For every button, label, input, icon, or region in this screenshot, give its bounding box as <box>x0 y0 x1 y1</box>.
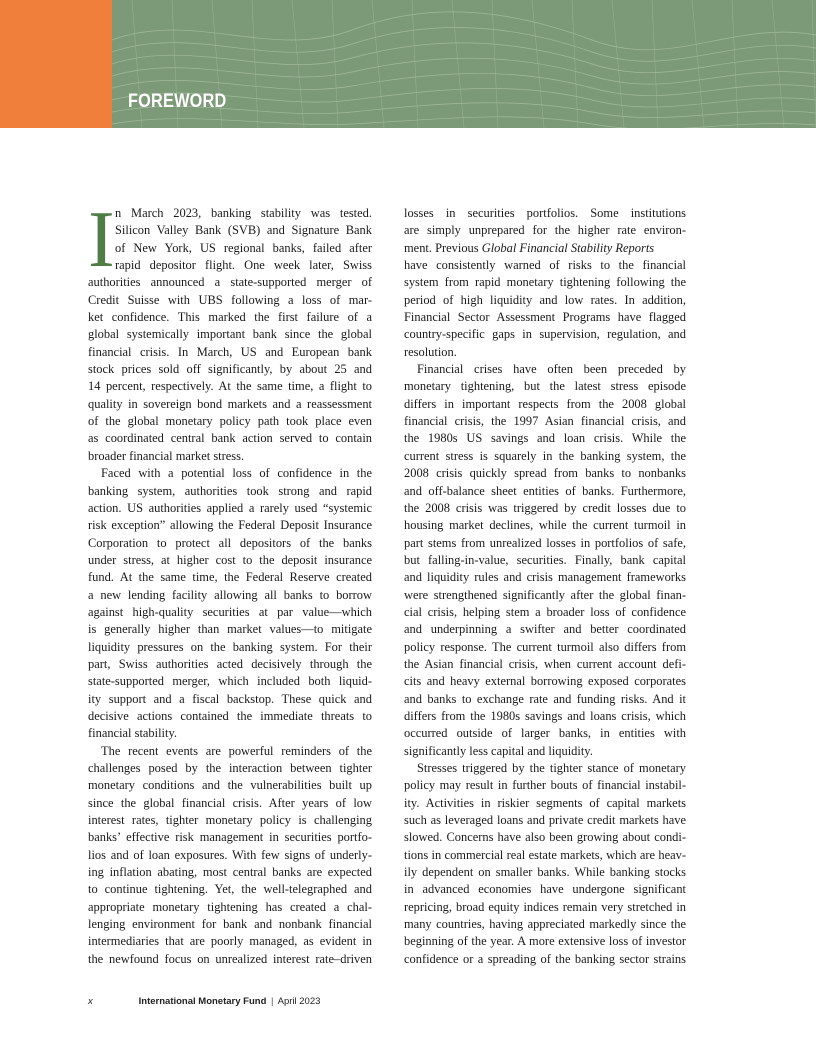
text-line: state-supported merger, which included both liquid- <box>88 674 372 689</box>
text-line: the newfound focus on unrealized interest rate–driven <box>88 951 372 966</box>
text-line: quality in sovereign bond markets and a reassessment <box>88 396 372 411</box>
text-line: the 2008 crisis was triggered by credit losses due to <box>404 500 686 515</box>
text-line: part stems from unrealized losses in portfolios of safe, <box>404 535 686 550</box>
text-line: under stress, at higher cost to the deposit insurance <box>88 552 372 567</box>
text-line: policy response. The current turmoil also differs from <box>404 639 686 654</box>
text-line: in advanced economies have undergone significant <box>404 882 686 897</box>
text-line: broader financial market stress. <box>88 448 245 463</box>
text-line: the Asian financial crisis, when current account defi- <box>404 656 686 671</box>
text-line: lenging environment for bank and nonbank financial <box>88 917 372 932</box>
text-line: and liquidity rules and crisis management frameworks <box>404 570 686 585</box>
text-line: Stresses triggered by the tighter stance of monetary <box>417 761 686 775</box>
text-line: slowed. Concerns have also been growing about condi- <box>404 830 686 845</box>
text-line: housing market declines, while the current turmoil in <box>404 518 686 533</box>
page-footer <box>88 996 320 1007</box>
text-line: ity. Activities in riskier segments of capital markets <box>404 795 686 810</box>
header-band <box>0 0 816 128</box>
text-line: Credit Suisse with UBS following a loss of mar- <box>88 292 372 307</box>
text-line: monetary conditions and the vulnerabilities built up <box>88 778 372 793</box>
text-line: are simply unprepared for the higher rate environ- <box>404 223 686 238</box>
text-line: of New York, US regional banks, failed after <box>115 240 372 255</box>
text-line: current stress is squarely in the banking system, the <box>404 448 686 463</box>
text-line: Faced with a potential loss of confidence in the <box>101 466 372 481</box>
text-line: stock prices sold off significantly, by about 25 and <box>88 362 372 377</box>
text-line: liquidity pressures on the banking system. For their <box>88 639 372 654</box>
text-line: interest rates, tighter monetary policy is challenging <box>88 813 372 828</box>
text-line: occurred outside of larger banks, in entities with <box>404 726 686 741</box>
text-line: of the global monetary policy path took place even <box>88 414 372 429</box>
text-line: the 1980s US savings and loan crisis. While the <box>404 431 686 446</box>
text-line: differs in important respects from the 2008 global <box>404 396 686 411</box>
text-line: Financial crises have often been preceded by <box>417 362 686 377</box>
text-line: tions in commercial real estate markets, which are heav- <box>404 847 686 862</box>
text-line: system from rapid monetary tightening following the <box>404 275 686 290</box>
text-line: monetary tightening, but the latest stress episode <box>404 379 686 394</box>
footer-organization: International Monetary Fund <box>138 996 267 1007</box>
text-line: ily dependent on smaller banks. While banking stocks <box>404 865 686 880</box>
text-line: 2008 crisis quickly spread from banks to nonbanks <box>404 466 686 481</box>
text-line: action. US authorities applied a rarely used “systemic <box>88 500 372 515</box>
text-line: challenges posed by the interaction between tighter <box>88 761 372 775</box>
footer-date: April 2023 <box>277 996 321 1007</box>
text-line: beginning of the year. A more extensive loss of investor <box>404 934 686 949</box>
page-number: x <box>88 996 93 1007</box>
text-line: Financial Sector Assessment Programs have flagged <box>404 310 686 325</box>
text-line: many countries, having appreciated markedly since the <box>404 917 686 932</box>
text-line: confidence or a spreading of the banking sector strains <box>404 951 686 966</box>
drop-cap: I <box>88 196 115 284</box>
text-line: a new lending facility allowing all banks to borrow <box>88 587 372 602</box>
body-column-right <box>404 205 686 968</box>
text-line: cial crisis, helping stem a broader loss of confidence <box>404 604 686 619</box>
text-line: The recent events are powerful reminders of the <box>101 743 372 758</box>
text-line: financial stability. <box>88 726 177 741</box>
text-line: and underpinning a swifter and better coordinated <box>404 622 686 637</box>
text-line: appropriate monetary tightening has created a chal- <box>88 899 372 914</box>
body-column-left <box>88 196 372 968</box>
text-line: lios and of loan exposures. With few signs of underly- <box>88 847 372 862</box>
text-line: losses in securities portfolios. Some institutions <box>404 206 686 220</box>
text-line: Corporation to protect all depositors of the banks <box>88 535 372 550</box>
text-line: differs from the 1980s savings and loans crisis, which <box>404 708 686 723</box>
text-line: as coordinated central bank action served to contain <box>88 431 372 446</box>
text-line: but falling-in-value, securities. Finally, bank capital <box>404 552 686 567</box>
text-line: cits and heavy external borrowing exposed corporates <box>404 674 686 689</box>
text-line: ket confidence. This marked the first failure of a <box>88 310 372 325</box>
text-line: intermediaries that are poorly managed, as evident in <box>88 934 372 949</box>
text-line: against high-quality securities at par value—which <box>88 604 372 619</box>
text-line: n March 2023, banking stability was tested. <box>115 206 372 220</box>
text-line <box>404 240 686 257</box>
text-line: decisive actions contained the immediate threats to <box>88 708 372 723</box>
text-line: fund. At the same time, the Federal Reserve created <box>88 570 372 585</box>
text-line: have consistently warned of risks to the financial <box>404 258 686 273</box>
text-line: authorities announced a state-supported merger of <box>88 275 372 290</box>
text-line: policy may result in further bouts of financial instabil- <box>404 778 686 793</box>
text-line: financial crisis, the 1997 Asian financial crisis, and <box>404 414 686 429</box>
text-line: is generally higher than market values—to mitigate <box>88 622 372 637</box>
text-line: part, Swiss authorities acted decisively through the <box>88 656 372 671</box>
text-line: significantly less capital and liquidity. <box>404 743 593 758</box>
text-line: resolution. <box>404 344 457 359</box>
text-line: period of high liquidity and low rates. In addition, <box>404 292 686 307</box>
text-line: rapid depositor flight. One week later, Swiss <box>115 258 372 273</box>
text-line: banks’ effective risk management in securities portfo- <box>88 830 372 845</box>
text-line: repricing, broad equity indices remain very stretched in <box>404 899 686 914</box>
text-fragment: ment. Previous <box>404 240 482 255</box>
text-line: and off-balance sheet entities of banks. Furthermore, <box>404 483 686 498</box>
text-line: financial crisis. In March, US and European bank <box>88 344 372 359</box>
text-line: risk exception” allowing the Federal Deposit Insurance <box>88 518 372 533</box>
report-title-italic: Global Financial Stability Reports <box>481 240 655 255</box>
text-line: such as leveraged loans and private credit markets have <box>404 813 686 828</box>
text-line: global systemically important bank since the global <box>88 327 372 342</box>
text-line: banking system, authorities took strong and rapid <box>88 483 372 498</box>
section-title: FOREWORD <box>128 91 227 112</box>
text-line: Silicon Valley Bank (SVB) and Signature Bank <box>115 223 372 238</box>
text-line: 14 percent, respectively. At the same time, a flight to <box>88 379 372 394</box>
text-line: ity support and a fiscal backstop. These quick and <box>88 691 372 706</box>
header-orange-block <box>0 0 112 128</box>
text-line: country-specific gaps in supervision, regulation, and <box>404 327 686 342</box>
text-line: were strengthened significantly after the global finan- <box>404 587 686 602</box>
text-line: since the global financial crisis. After years of low <box>88 795 372 810</box>
text-line: ing inflation abating, most central banks are expected <box>88 865 372 880</box>
text-line: to continue tightening. Yet, the well-telegraphed and <box>88 882 372 897</box>
text-line: and banks to exchange rate and funding risks. And it <box>404 691 686 706</box>
footer-separator: | <box>271 996 274 1007</box>
